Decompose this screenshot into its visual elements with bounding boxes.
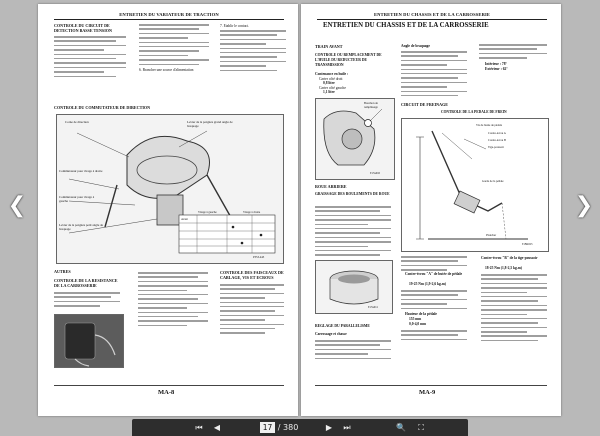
section-heading: CONTROLE DE LA RESISTANCE DE LA CARROSSERIE — [54, 278, 118, 288]
next-spread-arrow[interactable]: ❯ — [574, 193, 594, 218]
figure-label: Bouchon de remplissage — [364, 101, 378, 110]
paragraph-placeholder — [138, 272, 208, 329]
footer-rule — [315, 385, 547, 386]
paragraph-placeholder — [139, 24, 209, 68]
previous-spread-arrow[interactable]: ❮ — [7, 193, 27, 218]
spec-value: 18-25 Nm (1,8-2,5 kg.m) — [485, 266, 522, 270]
resistance-photo — [54, 314, 124, 368]
header-rule — [54, 19, 284, 20]
section-heading: CONTROLE DES FAISCEAUX DE CABLAGE, VIS ET ECROUS — [220, 270, 284, 280]
viewer-toolbar — [132, 419, 468, 436]
figure-label: Levier de la poignée petit angle de braquage — [59, 223, 104, 232]
section-heading: GRAISSAGE DES ROULEMENTS DE ROUE — [315, 192, 390, 196]
figure-label: Contre-écrou B — [488, 138, 506, 142]
steering-switch-figure — [56, 114, 284, 264]
paragraph-placeholder — [315, 340, 391, 362]
step-text: 7. Etablir le contact. — [220, 24, 250, 28]
section-heading: CONTROLE DE LA PEDALE DE FREIN — [441, 110, 507, 114]
section-heading: TRAIN AVANT — [315, 44, 343, 49]
paragraph-placeholder — [401, 51, 467, 99]
paragraph-placeholder — [220, 284, 284, 337]
figure-label: Levier de la poignée grand angle de braquage — [187, 120, 233, 129]
current-page-field[interactable]: 17 — [260, 422, 276, 433]
paragraph-placeholder — [401, 330, 467, 343]
page-number: MA-9 — [419, 389, 436, 396]
next-page-icon[interactable]: ▶ — [325, 423, 333, 432]
subheading: Carrossage et chasse — [315, 332, 347, 336]
first-page-icon[interactable]: ⏮ — [195, 423, 203, 432]
manual-page-left — [38, 4, 298, 416]
figure-code: P353-443 — [253, 255, 265, 259]
table-header: Avant — [181, 217, 188, 221]
subheading: Angle de braquage — [401, 44, 430, 48]
header-rule — [317, 19, 547, 20]
spec-value: 19-25 Nm (1,9-2,6 kg.m) — [409, 282, 446, 286]
section-heading: CIRCUIT DE FREINAGE — [401, 102, 449, 107]
section-heading: CONTROLE DU CIRCUIT DE DETECTION BASSE TENSION — [54, 23, 112, 33]
grease-can-drawing — [316, 261, 392, 313]
steering-switch-drawing — [57, 115, 283, 263]
spec-value: 155 mm — [409, 317, 422, 321]
figure-label: Contre-écrou A — [488, 131, 506, 135]
spec-label: Hauteur de la pédale — [405, 312, 437, 316]
page-title: ENTRETIEN DU CHASSIS ET DE LA CARROSSERIE — [323, 22, 489, 29]
paragraph-placeholder — [479, 44, 547, 62]
figure-label: Garde de la pédale — [482, 179, 504, 183]
page-number: MA-8 — [158, 389, 175, 396]
footer-rule — [54, 385, 284, 386]
body-resistance-drawing — [55, 315, 123, 367]
gearbox-drawing — [316, 99, 394, 179]
section-heading: CONTROLE DU COMMUTATEUR DE DIRECTION — [54, 105, 151, 110]
figure-code: F-FA011 — [368, 306, 378, 309]
page-separator: / — [277, 423, 281, 432]
section-heading: CONTROLE OU REMPLACEMENT DE L'HUILE DU REDUCTEUR DE TRANSMISSION — [315, 53, 382, 67]
paragraph-placeholder — [54, 36, 126, 80]
spec-value: 1,1 litre — [323, 90, 335, 94]
manual-page-right — [301, 4, 561, 416]
paragraph-placeholder — [401, 290, 467, 312]
figure-label: Corne de direction — [65, 120, 89, 124]
figure-label: Tige-poussoir — [488, 145, 504, 149]
figure-label: Commutateur pour virage à droite — [59, 169, 103, 173]
last-page-icon[interactable]: ⏭ — [343, 423, 351, 432]
grease-figure — [315, 260, 393, 314]
figure-label: Vis de butée de pédale — [476, 123, 502, 127]
step-text: 6. Brancher une source d'alimentation — [139, 68, 194, 72]
paragraph-placeholder — [401, 256, 467, 274]
figure-label: Plancher — [486, 233, 497, 237]
gearbox-figure — [315, 98, 395, 180]
spec-label: Carter côté gauche — [319, 86, 346, 90]
spec-label: Contre-écrou "B" de la tige-poussoir — [481, 256, 538, 260]
spec-value: Intérieur : 78° — [485, 62, 507, 66]
spec-value: 0,8 litre — [323, 81, 335, 85]
spec-label: Contre-écrou "A" de butée de pédale — [405, 272, 463, 276]
section-heading: REGLAGE DU PARALLELISME — [315, 324, 370, 328]
table-header: Virage à droite — [243, 210, 261, 214]
figure-code: F-BR023 — [522, 243, 533, 246]
section-heading: AUTRES — [54, 269, 71, 274]
spec-label: Contenance en huile : — [315, 72, 349, 76]
paragraph-placeholder — [315, 206, 391, 259]
zoom-icon[interactable]: 🔍 — [396, 423, 406, 432]
brake-pedal-drawing — [402, 119, 548, 251]
paragraph-placeholder — [481, 274, 547, 344]
paragraph-placeholder — [220, 30, 286, 74]
figure-code: F-FA010 — [370, 172, 381, 175]
table-header: Virage à gauche — [198, 210, 217, 214]
spec-label: Carter côté droit — [319, 77, 343, 81]
running-head: ENTRETIEN DU CHASSIS ET DE LA CARROSSERIE — [373, 12, 491, 17]
figure-label: Commutateur pour virage à gauche — [59, 195, 95, 204]
brake-pedal-figure — [401, 118, 549, 252]
paragraph-placeholder — [54, 292, 120, 310]
fullscreen-icon[interactable]: ⛶ — [418, 423, 424, 432]
section-heading: ROUE ARRIERE — [315, 184, 347, 189]
spec-value: 0,0-4,0 mm — [409, 322, 427, 326]
running-head: ENTRETIEN DU VARIATEUR DE TRACTION — [119, 12, 219, 17]
previous-page-icon[interactable]: ◀ — [213, 423, 221, 432]
page-counter — [244, 419, 314, 436]
total-pages: 380 — [283, 423, 299, 432]
spec-value: Extérieur : 62° — [485, 67, 508, 71]
